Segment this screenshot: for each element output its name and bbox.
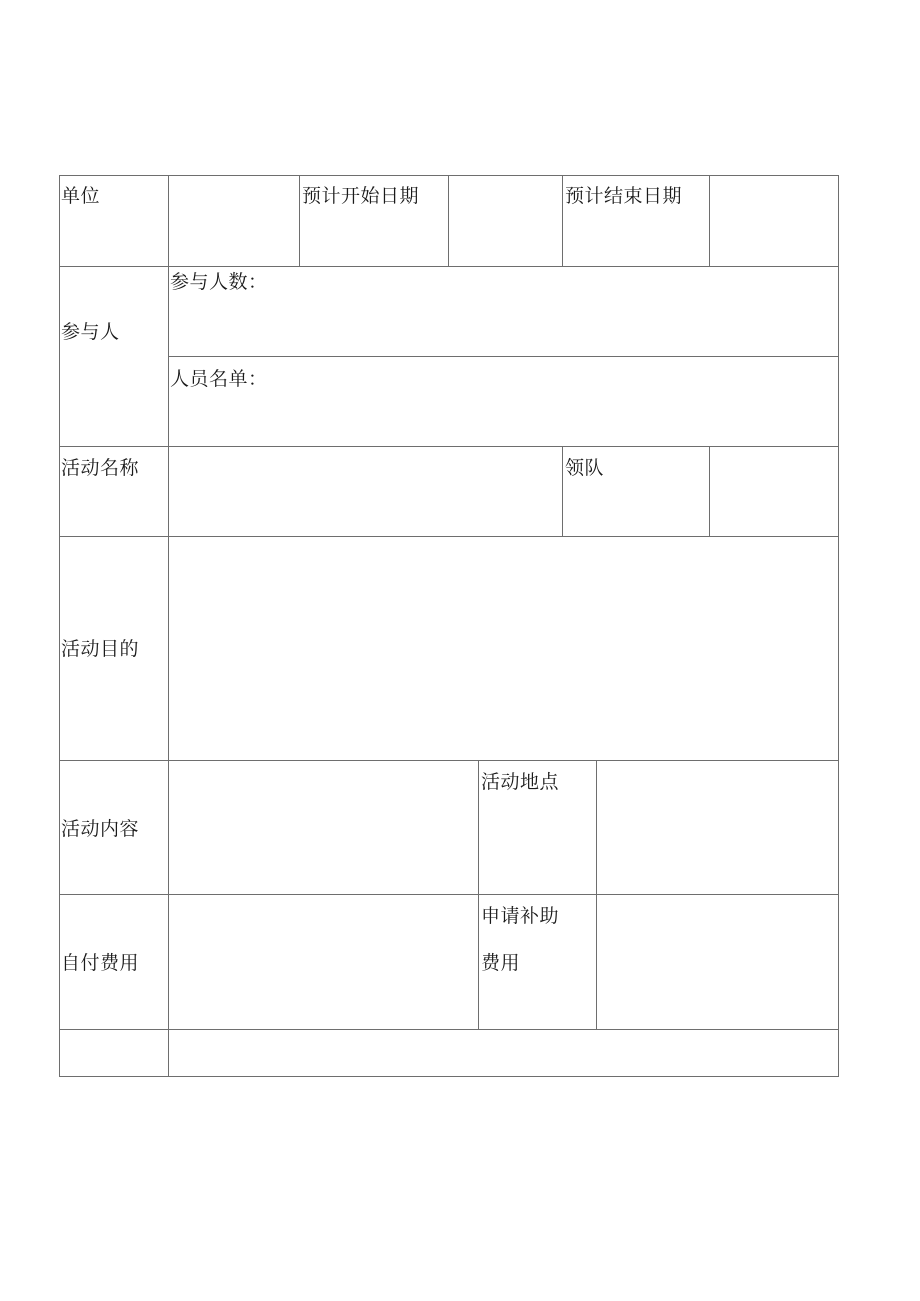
unit-field[interactable]: [169, 176, 299, 266]
unit-label: 单位: [61, 185, 101, 207]
form-bottom-border: [59, 1076, 839, 1077]
subsidy-label-line2: 费用: [481, 952, 521, 974]
activity-content-field[interactable]: [169, 761, 478, 894]
activity-location-label: 活动地点: [481, 771, 560, 793]
activity-purpose-field[interactable]: [169, 537, 838, 760]
participant-count-label: 参与人数：: [170, 271, 268, 293]
leader-label: 领队: [565, 457, 605, 479]
start-date-field[interactable]: [449, 176, 562, 266]
row-divider-unit: [59, 266, 839, 267]
subsidy-label-line1: 申请补助: [481, 905, 560, 927]
participants-label: 参与人: [61, 321, 120, 343]
end-date-field[interactable]: [710, 176, 838, 266]
participant-list-label: 人员名单：: [170, 368, 268, 390]
activity-content-label: 活动内容: [61, 818, 140, 840]
start-date-label: 预计开始日期: [302, 185, 420, 207]
form-right-border: [838, 175, 839, 1077]
bottom-row-label-cell[interactable]: [60, 1030, 168, 1076]
participant-list-field[interactable]: [169, 395, 838, 446]
activity-purpose-label: 活动目的: [61, 638, 140, 660]
form-left-border: [59, 175, 60, 1077]
self-paid-label: 自付费用: [61, 952, 140, 974]
self-paid-field[interactable]: [169, 895, 478, 1029]
row-divider-participant-count: [168, 356, 839, 357]
bottom-row-field[interactable]: [169, 1030, 838, 1076]
subsidy-field[interactable]: [597, 895, 838, 1029]
activity-application-form: [59, 175, 839, 1077]
end-date-label: 预计结束日期: [565, 185, 683, 207]
activity-name-field[interactable]: [169, 447, 562, 536]
leader-field[interactable]: [710, 447, 838, 536]
col-divider-location-label: [478, 760, 479, 1030]
col-divider-end-date-label: [562, 175, 563, 267]
participant-count-field[interactable]: [169, 297, 838, 356]
activity-location-field[interactable]: [597, 761, 838, 894]
activity-name-label: 活动名称: [61, 457, 140, 479]
col-divider-leader-label: [562, 446, 563, 537]
col-divider-start-date-label: [299, 175, 300, 267]
